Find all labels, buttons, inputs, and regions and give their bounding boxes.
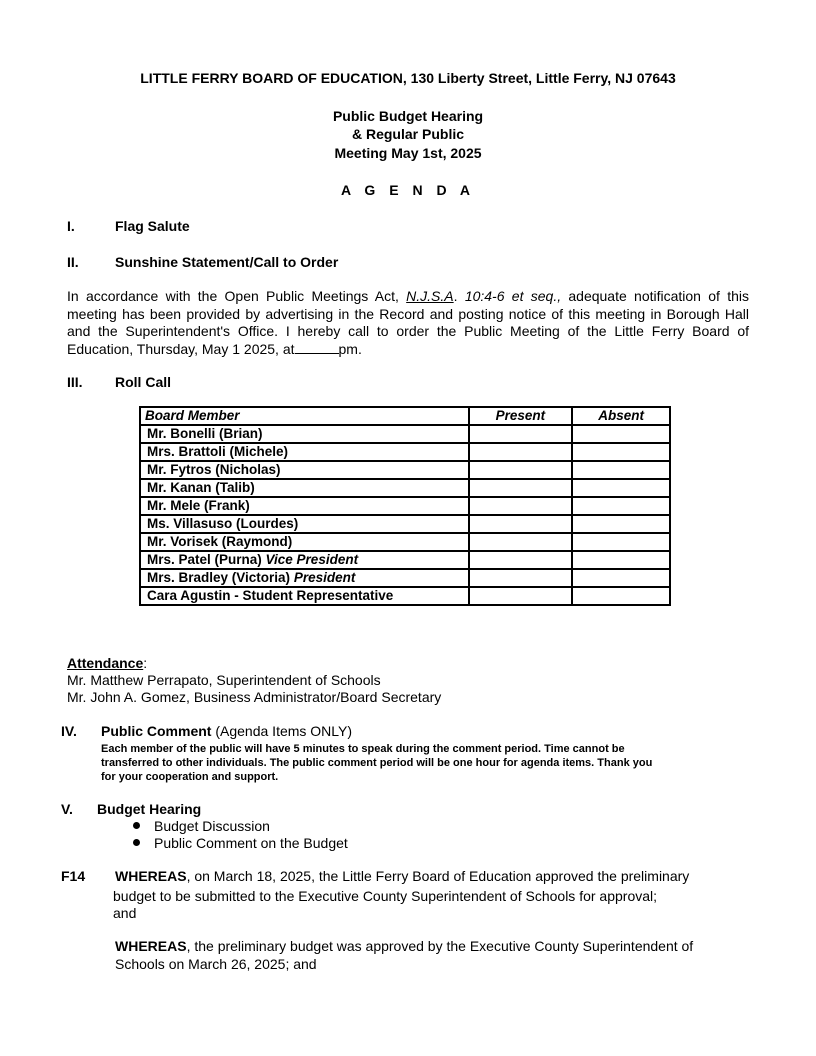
section-4-title-suffix: (Agenda Items ONLY) xyxy=(211,723,353,739)
member-name xyxy=(140,569,469,587)
section-5-number: V. xyxy=(61,801,73,817)
present-cell xyxy=(469,515,573,533)
agenda-heading: A G E N D A xyxy=(340,182,476,198)
table-row xyxy=(140,497,670,515)
section-4-title xyxy=(101,723,352,739)
absent-cell xyxy=(572,587,670,605)
resolution-number: F14 xyxy=(61,868,86,884)
table-row xyxy=(140,515,670,533)
statement-part-c: pm. xyxy=(338,340,362,357)
comment-note-line-2: transferred to other individuals. The public comment period will be one hour for agenda items. Thank you xyxy=(101,757,653,769)
roll-call-table xyxy=(139,406,671,606)
statement-part-b: adequate notification of this meeting has been provided by advertising in the Record and posting notice of this meeting in Borough Hall and the Superintendent's Office. I hereby call to order the Public Meeting of the Little Ferry Board of Education, Thursday, May 1 2025, at xyxy=(67,288,749,357)
attendance-line-1: Mr. Matthew Perrapato, Superintendent of Schools xyxy=(67,672,381,688)
list-item xyxy=(133,818,270,834)
absent-cell xyxy=(572,569,670,587)
statement-citation-dot: . xyxy=(453,288,465,304)
whereas-2-line-2: Schools on March 26, 2025; and xyxy=(115,956,317,972)
member-name xyxy=(140,497,469,515)
member-role: President xyxy=(293,570,356,585)
header-board-member: Board Member xyxy=(140,407,469,425)
member-name xyxy=(140,533,469,551)
meeting-title-line2: & Regular Public xyxy=(351,126,465,142)
table-row xyxy=(140,479,670,497)
header-absent: Absent xyxy=(572,407,670,425)
time-blank-line xyxy=(295,341,339,354)
table-row xyxy=(140,425,670,443)
bullet-icon xyxy=(133,822,140,829)
attendance-heading xyxy=(67,655,147,673)
attendance-colon: : xyxy=(143,655,148,671)
section-2-title: Sunshine Statement/Call to Order xyxy=(115,254,339,270)
present-cell xyxy=(469,533,573,551)
meeting-title-line1: Public Budget Hearing xyxy=(332,108,484,124)
member-name-text: Ms. Villasuso (Lourdes) xyxy=(147,516,299,531)
header-present: Present xyxy=(469,407,573,425)
present-cell xyxy=(469,461,573,479)
section-4-title-bold: Public Comment xyxy=(101,723,212,739)
whereas-1-line-1 xyxy=(115,868,689,886)
present-cell xyxy=(469,479,573,497)
absent-cell xyxy=(572,497,670,515)
member-name xyxy=(140,587,469,605)
list-item xyxy=(133,835,348,851)
comment-note-line-3: for your cooperation and support. xyxy=(101,771,279,783)
attendance-label: Attendance xyxy=(67,655,144,671)
table-row xyxy=(140,533,670,551)
member-name-text: Mr. Kanan (Talib) xyxy=(147,480,255,495)
member-name-text: Cara Agustin - Student Representative xyxy=(147,588,394,603)
present-cell xyxy=(469,425,573,443)
absent-cell xyxy=(572,515,670,533)
sunshine-statement xyxy=(67,288,749,358)
statement-part-a: In accordance with the Open Public Meetings Act, xyxy=(67,288,407,304)
table-row xyxy=(140,461,670,479)
member-name xyxy=(140,425,469,443)
member-name-text: Mrs. Patel (Purna) xyxy=(147,552,266,567)
member-name-text: Mr. Bonelli (Brian) xyxy=(147,426,263,441)
absent-cell xyxy=(572,479,670,497)
member-name-text: Mrs. Bradley (Victoria) xyxy=(147,570,294,585)
absent-cell xyxy=(572,533,670,551)
present-cell xyxy=(469,551,573,569)
meeting-title-line3: Meeting May 1st, 2025 xyxy=(334,145,482,161)
section-1-number: I. xyxy=(67,218,75,234)
absent-cell xyxy=(572,425,670,443)
table-row xyxy=(140,587,670,605)
member-name xyxy=(140,461,469,479)
section-4-number: IV. xyxy=(61,723,77,739)
whereas-1-text: , on March 18, 2025, the Little Ferry Board of Education approved the preliminary xyxy=(186,868,690,884)
table-row xyxy=(140,443,670,461)
absent-cell xyxy=(572,443,670,461)
whereas-1-line-3: and xyxy=(113,905,137,921)
section-5-title: Budget Hearing xyxy=(97,801,202,817)
present-cell xyxy=(469,569,573,587)
whereas-2-text: , the preliminary budget was approved by the Executive County Superintendent of xyxy=(186,938,694,954)
member-role: Vice President xyxy=(265,552,359,567)
whereas-1-bold: WHEREAS xyxy=(115,868,187,884)
roll-call-header-row xyxy=(140,407,670,425)
member-name-text: Mr. Fytros (Nicholas) xyxy=(147,462,281,477)
attendance-line-2: Mr. John A. Gomez, Business Administrator/Board Secretary xyxy=(67,689,442,705)
bullet-text: Public Comment on the Budget xyxy=(154,835,348,851)
whereas-2-bold: WHEREAS xyxy=(115,938,187,954)
member-name-text: Mrs. Brattoli (Michele) xyxy=(147,444,289,459)
member-name-text: Mr. Mele (Frank) xyxy=(147,498,250,513)
statement-citation-2: 10:4-6 et seq., xyxy=(464,288,562,304)
absent-cell xyxy=(572,461,670,479)
table-row xyxy=(140,551,670,569)
statement-citation: N.J.S.A xyxy=(406,288,454,304)
whereas-1-line-2: budget to be submitted to the Executive County Superintendent of Schools for approval; xyxy=(113,888,658,904)
whereas-2-line-1 xyxy=(115,938,693,956)
present-cell xyxy=(469,443,573,461)
board-header: LITTLE FERRY BOARD OF EDUCATION, 130 Liberty Street, Little Ferry, NJ 07643 xyxy=(140,70,676,86)
member-name xyxy=(140,515,469,533)
table-row xyxy=(140,569,670,587)
absent-cell xyxy=(572,551,670,569)
section-2-number: II. xyxy=(67,254,79,270)
bullet-icon xyxy=(133,839,140,846)
member-name xyxy=(140,551,469,569)
present-cell xyxy=(469,587,573,605)
member-name-text: Mr. Vorisek (Raymond) xyxy=(147,534,293,549)
member-name xyxy=(140,479,469,497)
section-3-number: III. xyxy=(67,374,83,390)
present-cell xyxy=(469,497,573,515)
section-3-title: Roll Call xyxy=(115,374,172,390)
section-1-title: Flag Salute xyxy=(115,218,190,234)
comment-note-line-1: Each member of the public will have 5 minutes to speak during the comment period. Time cannot be xyxy=(101,743,625,755)
bullet-text: Budget Discussion xyxy=(154,818,270,834)
member-name xyxy=(140,443,469,461)
